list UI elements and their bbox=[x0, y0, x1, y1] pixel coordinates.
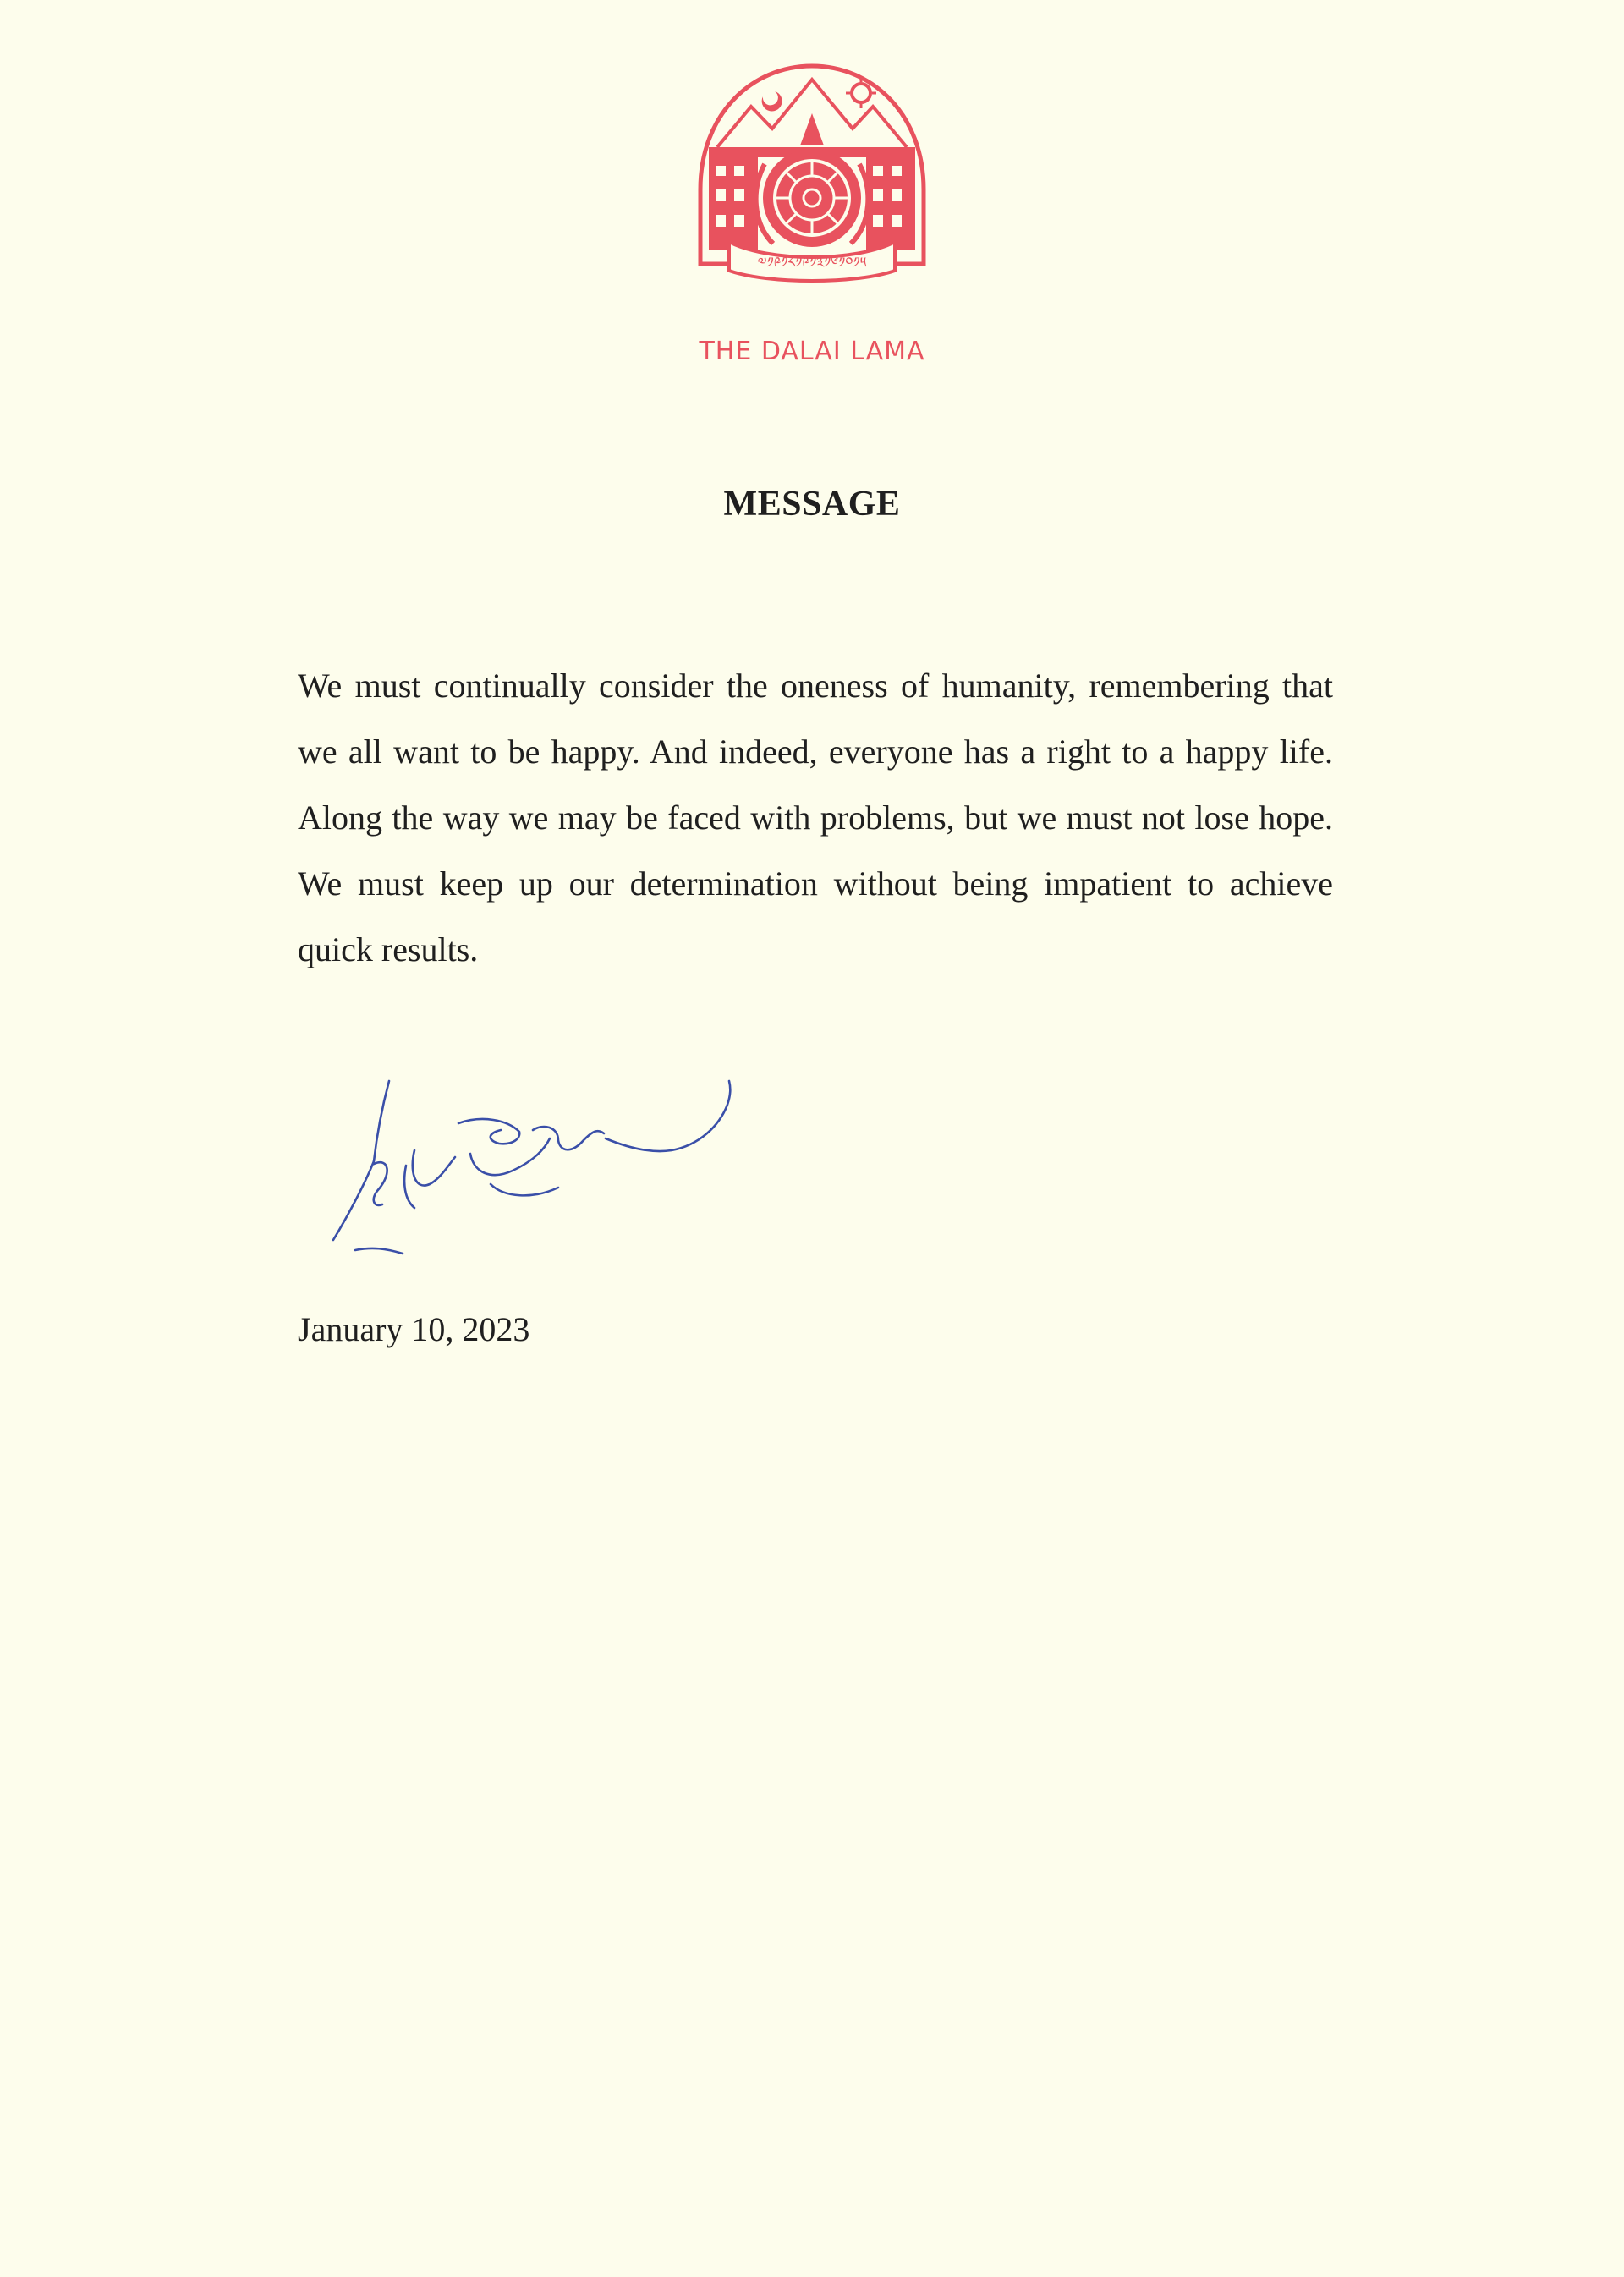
signature-icon bbox=[321, 1073, 863, 1276]
message-body: We must continually consider the oneness of humanity, remembering that we all want to be happy. And indeed, everyone has a right to a happy life. Along the way we may be faced with problems, but we must not lose hope. We must keep up our determination without being impatient to achieve quick results. bbox=[298, 667, 1333, 968]
emblem-inscription: ༧༡༩༡༨༡༩༡༣༡༦༡༠༡༥ bbox=[757, 255, 867, 272]
message-title: MESSAGE bbox=[723, 485, 901, 524]
letter-date: January 10, 2023 bbox=[298, 1310, 530, 1348]
seal-emblem-icon bbox=[692, 63, 932, 284]
org-name: THE DALAI LAMA bbox=[699, 337, 925, 366]
